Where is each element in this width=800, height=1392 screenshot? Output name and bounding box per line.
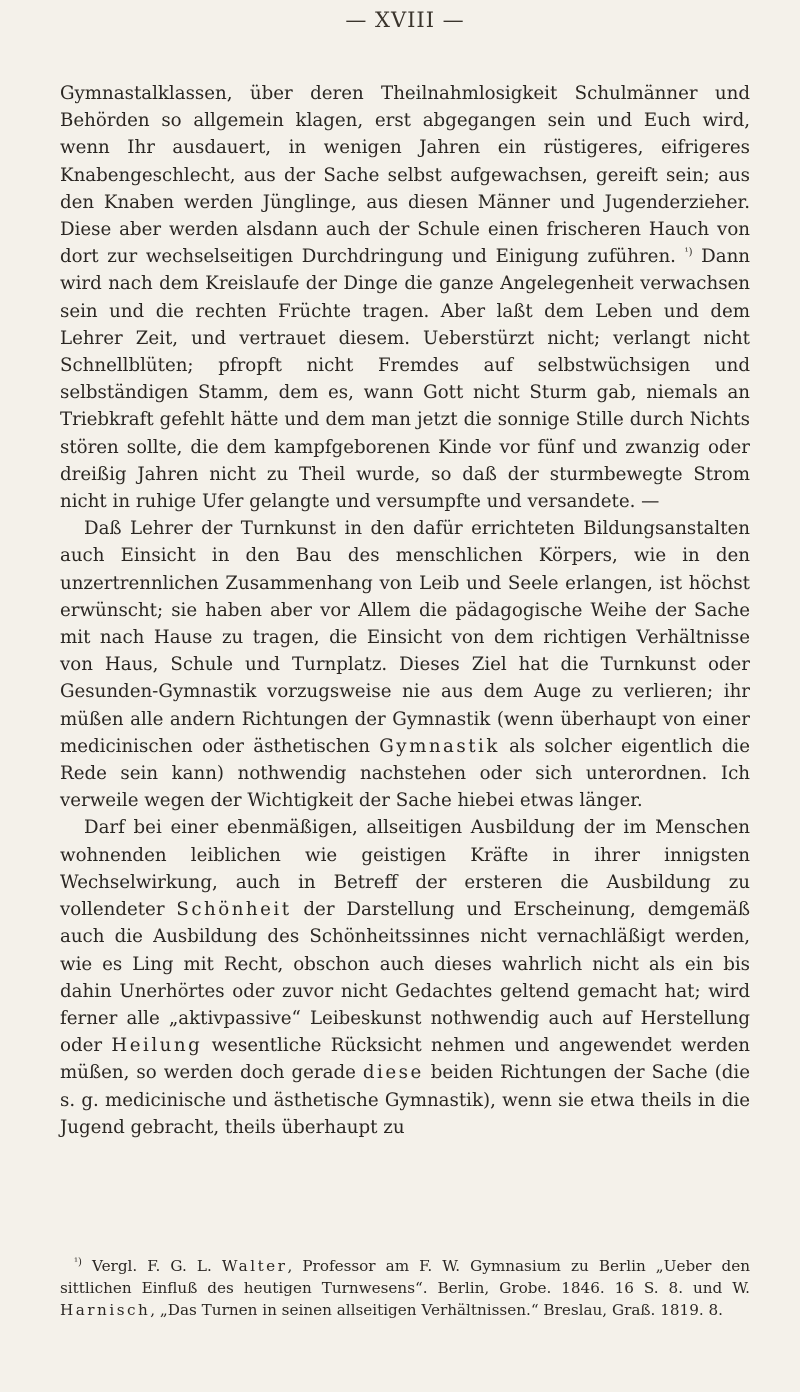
paragraph-2-emphasis: Gymnastik bbox=[379, 735, 500, 757]
footnote-text-a: Vergl. F. G. L. bbox=[81, 1257, 222, 1275]
paragraph-3 bbox=[60, 814, 750, 1140]
paragraph-3-emphasis-diese: diese bbox=[362, 1062, 424, 1084]
footnote-author-harnisch: Harnisch bbox=[60, 1301, 151, 1319]
paragraph-3-emphasis-schoenheit: Schönheit bbox=[176, 899, 292, 921]
page-number: — XVIII — bbox=[345, 8, 465, 32]
paragraph-2 bbox=[60, 515, 750, 814]
footnote-text-b: , Professor am F. W. Gymnasium zu Berlin „Ueber den sittlichen Einfluß des heutigen Turnwesens“. Berlin, Grobe. 1846. 16 S. 8. und W. bbox=[60, 1257, 751, 1297]
footnote-reference: ¹) bbox=[684, 247, 693, 259]
paragraph-3-text-b: der Darstellung und Erscheinung, demgemäß auch die Ausbildung des Schönheitssinnes nicht vernachläßigt werden, wie es Ling mit Recht, obschon auch dieses wahrlich nicht als ein bis dahin Unerhörtes oder zuvor nicht Gedachtes geltend gemacht hat; wird ferner alle „aktivpassive“ Leibeskunst nothwendig auch auf Herstellung oder bbox=[60, 899, 751, 1057]
paragraph-1-text-a: Gymnastalklassen, über deren Theilnahmlosigkeit Schulmänner und Behörden so allgemein klagen, erst abgegangen sein und Euch wird, wenn Ihr ausdauert, in wenigen Jahren ein rüstigeres, eifrigeres Knabengeschlecht, aus der Sache selbst aufgewachsen, gereift sein; aus den Knaben werden Jünglinge, aus diesen Männer und Jugenderzieher. Diese aber werden alsdann auch der Schule einen frischeren Hauch von dort zur wechselseitigen Durchdringung und Einigung zuführen. bbox=[60, 83, 750, 268]
footnote-text-c: , „Das Turnen in seinen allseitigen Verhältnissen.“ Breslau, Graß. 1819. 8. bbox=[150, 1301, 724, 1319]
paragraph-1-text-b: Dann wird nach dem Kreislaufe der Dinge die ganze Angelegenheit verwachsen sein und die rechten Früchte tragen. Aber laßt dem Leben und dem Lehrer Zeit, und vertrauet diesem. Ueberstürzt nicht; verlangt nicht Schnellblüten; pfropft nicht Fremdes auf selbstwüchsigen und selbständigen Stamm, dem es, wann Gott nicht Sturm gab, niemals an Triebkraft gefehlt hätte und dem man jetzt die sonnige Stille durch Nichts stören sollte, die dem kampfgeborenen Kinde vor fünf und zwanzig oder dreißig Jahren nicht zu Theil wurde, so daß der sturmbewegte Strom nicht in ruhige Ufer gelangte und versumpfte und versandete. — bbox=[60, 246, 750, 513]
paragraph-3-emphasis-heilung: Heilung bbox=[111, 1035, 203, 1057]
book-page bbox=[60, 0, 750, 1392]
footnotes bbox=[60, 1255, 750, 1321]
paragraph-2-text-a: Daß Lehrer der Turnkunst in den dafür errichteten Bildungsanstalten auch Einsicht in den Bau des menschlichen Körpers, wie in den unzertrennlichen Zusammenhang von Leib und Seele erlangen, ist höchst erwünscht; sie haben aber vor Allem die pädagogische Weihe der Sache mit nach Hause zu tragen, die Einsicht von dem richtigen Verhältnisse von Haus, Schule und Turnplatz. Dieses Ziel hat die Turnkunst oder Gesunden-Gymnastik vorzugsweise nie aus dem Auge zu verlieren; ihr müßen alle andern Richtungen der Gymnastik (wenn überhaupt von einer medicinischen oder ästhetischen bbox=[60, 518, 750, 757]
paragraph-3-text-c: wesentliche Rücksicht nehmen und angewendet werden müßen, so werden doch gerade bbox=[60, 1035, 750, 1084]
paragraph-3-text-d: beiden Richtungen der Sache (die s. g. medicinische und ästhetische Gymnastik), wenn sie etwa theils in die Jugend gebracht, theils überhaupt zu bbox=[60, 1062, 750, 1138]
paragraph-2-text-b: als solcher eigentlich die Rede sein kann) nothwendig nachstehen oder sich unterordnen. Ich verweile wegen der Wichtigkeit der Sache hiebei etwas länger. bbox=[60, 735, 751, 812]
main-text bbox=[60, 80, 750, 1141]
footnote-mark: ¹) bbox=[74, 1256, 82, 1268]
paragraph-1 bbox=[60, 80, 750, 515]
footnote-author-walter: Walter bbox=[221, 1257, 288, 1275]
footnote-1 bbox=[60, 1255, 750, 1321]
paragraph-3-text-a: Darf bei einer ebenmäßigen, allseitigen Ausbildung der im Menschen wohnenden leiblichen wie geistigen Kräfte in ihrer innigsten Wechselwirkung, auch in Betreff der ersteren die Ausbildung zu vollendeter bbox=[60, 817, 750, 921]
